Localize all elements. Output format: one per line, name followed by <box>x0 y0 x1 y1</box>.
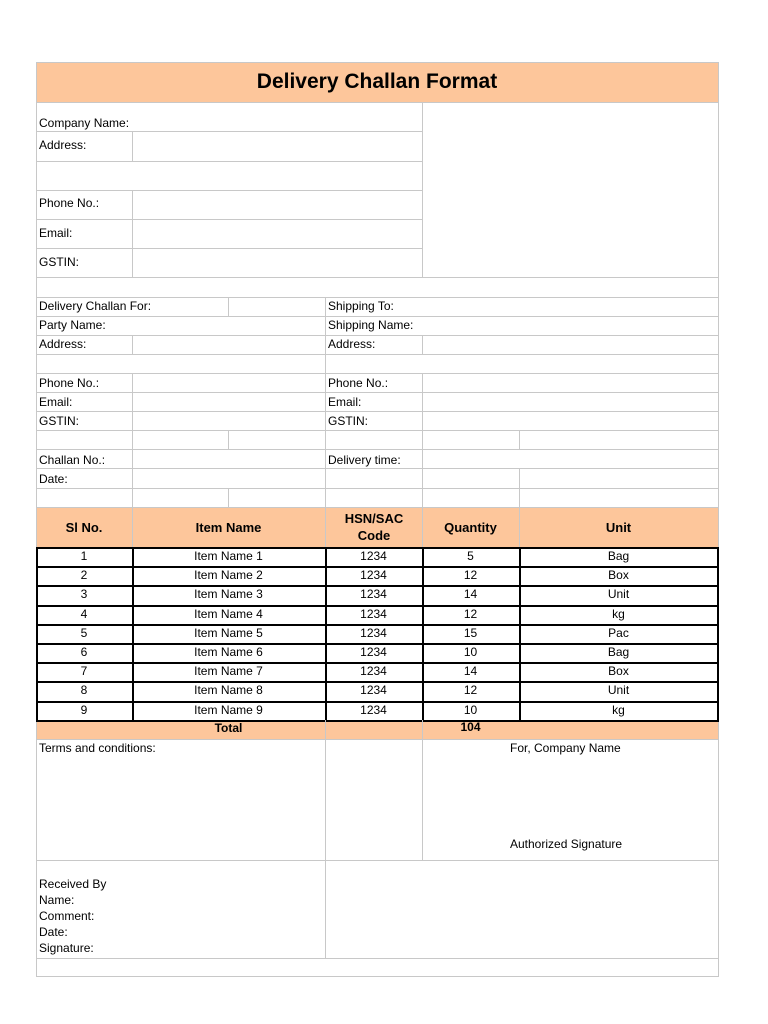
grid-line <box>422 739 423 860</box>
row-6-quantity: 10 <box>463 645 478 659</box>
row-9-unit: kg <box>612 702 625 717</box>
grid-line <box>36 488 719 489</box>
received-name-label: Name: <box>39 893 75 907</box>
grid-line <box>36 411 719 412</box>
row-9-sl-no: 9 <box>80 702 88 717</box>
row-1-quantity: 5 <box>467 549 474 563</box>
row-6-unit: Bag <box>607 645 630 659</box>
grid-line <box>36 277 719 278</box>
grid-line <box>36 102 719 103</box>
grid-line <box>132 430 133 449</box>
company-gstin-label: GSTIN: <box>39 255 80 269</box>
row-5-unit: Pac <box>608 625 629 640</box>
row-6-item-name: Item Name 6 <box>194 645 263 659</box>
header-unit: Unit <box>605 519 632 535</box>
grid-line <box>422 102 423 132</box>
row-8-hsn-code: 1234 <box>360 683 387 698</box>
row-1-sl-no: 1 <box>80 549 88 563</box>
grid-line <box>36 335 719 336</box>
grid-line <box>36 373 719 374</box>
company-name-label: Company Name: <box>39 116 130 130</box>
grid-line <box>36 62 719 63</box>
row-3-quantity: 14 <box>463 587 478 602</box>
row-2-unit: Box <box>608 568 629 583</box>
grid-line <box>36 860 719 861</box>
row-7-sl-no: 7 <box>80 664 88 679</box>
row-4-sl-no: 4 <box>80 606 88 621</box>
row-9-item-name: Item Name 9 <box>194 702 263 717</box>
row-8-sl-no: 8 <box>80 683 88 698</box>
row-1-hsn-code: 1234 <box>360 549 387 563</box>
grid-line <box>132 449 133 507</box>
delivery-time-label: Delivery time: <box>328 453 401 467</box>
grid-line <box>422 131 423 277</box>
grid-line <box>36 392 719 393</box>
shipping-to-label: Shipping To: <box>328 299 394 313</box>
received-signature-label: Signature: <box>39 941 94 955</box>
total-label: Total <box>214 721 243 735</box>
shipping-address-label: Address: <box>328 337 376 351</box>
row-3-hsn-code: 1234 <box>360 587 387 602</box>
party-name-label: Party Name: <box>39 318 106 332</box>
grid-line <box>228 297 229 316</box>
party-gstin-label: GSTIN: <box>39 414 80 428</box>
authorized-signature-label: Authorized Signature <box>510 837 623 851</box>
received-date-label: Date: <box>39 925 68 939</box>
grid-line <box>36 131 423 132</box>
row-5-item-name: Item Name 5 <box>194 625 263 640</box>
company-email-label: Email: <box>39 226 73 240</box>
challan-for-label: Delivery Challan For: <box>39 299 152 313</box>
row-2-hsn-code: 1234 <box>360 568 387 583</box>
row-2-quantity: 12 <box>463 568 478 583</box>
grid-line <box>36 976 719 977</box>
grid-line <box>325 720 326 739</box>
grid-line <box>228 430 229 449</box>
header-sl-no: Sl No. <box>65 519 103 535</box>
grid-line <box>36 449 719 450</box>
grid-line <box>36 161 423 162</box>
row-6-hsn-code: 1234 <box>360 645 387 659</box>
row-1-item-name: Item Name 1 <box>194 549 263 563</box>
grid-line <box>36 297 719 298</box>
party-address-label: Address: <box>39 337 87 351</box>
grid-line <box>36 958 719 959</box>
grid-line <box>422 335 423 354</box>
grid-line <box>422 373 423 507</box>
grid-line <box>36 739 719 740</box>
challan-no-label: Challan No.: <box>39 453 106 467</box>
grid-line <box>132 373 133 431</box>
row-8-unit: Unit <box>607 683 630 698</box>
shipping-email-label: Email: <box>328 395 362 409</box>
row-2-sl-no: 2 <box>80 568 88 583</box>
row-3-sl-no: 3 <box>80 587 88 602</box>
row-4-hsn-code: 1234 <box>360 606 387 621</box>
row-3-unit: Unit <box>607 587 630 602</box>
total-value: 104 <box>460 720 481 734</box>
row-7-unit: Box <box>608 664 629 679</box>
row-5-hsn-code: 1234 <box>360 625 387 640</box>
grid-line <box>718 62 719 977</box>
row-6-sl-no: 6 <box>80 645 88 659</box>
received-comment-label: Comment: <box>39 909 95 923</box>
challan-date-label: Date: <box>39 472 68 486</box>
row-5-quantity: 15 <box>463 625 478 640</box>
row-8-quantity: 12 <box>463 683 478 698</box>
header-item-name: Item Name <box>195 519 262 535</box>
grid-line <box>36 219 423 220</box>
grid-line <box>519 468 520 507</box>
grid-line <box>519 430 520 449</box>
row-9-hsn-code: 1234 <box>360 702 387 717</box>
row-8-item-name: Item Name 8 <box>194 683 263 698</box>
row-3-item-name: Item Name 3 <box>194 587 263 602</box>
party-email-label: Email: <box>39 395 73 409</box>
grid-line <box>228 488 229 507</box>
grid-line <box>325 297 326 507</box>
row-4-unit: kg <box>612 606 625 621</box>
grid-line <box>132 335 133 354</box>
row-7-item-name: Item Name 7 <box>194 664 263 679</box>
page-title: Delivery Challan Format <box>256 70 498 93</box>
row-2-item-name: Item Name 2 <box>194 568 263 583</box>
row-7-quantity: 14 <box>463 664 478 679</box>
received-by-label: Received By <box>39 877 107 891</box>
grid-line <box>132 190 133 277</box>
grid-line <box>36 248 423 249</box>
row-4-quantity: 12 <box>463 606 478 621</box>
shipping-name-label: Shipping Name: <box>328 318 414 332</box>
grid-line <box>36 430 719 431</box>
grid-line <box>36 190 423 191</box>
party-phone-label: Phone No.: <box>39 376 100 390</box>
company-phone-label: Phone No.: <box>39 196 100 210</box>
row-4-item-name: Item Name 4 <box>194 606 263 621</box>
row-9-quantity: 10 <box>463 702 478 717</box>
header-hsn-sac-code: HSN/SAC Code <box>344 511 404 543</box>
company-address-label: Address: <box>39 138 87 152</box>
grid-line <box>132 131 133 161</box>
grid-line <box>36 468 719 469</box>
header-quantity: Quantity <box>444 519 497 535</box>
for-company-name: For, Company Name <box>510 741 621 755</box>
terms-label: Terms and conditions: <box>39 741 156 755</box>
shipping-gstin-label: GSTIN: <box>328 414 369 428</box>
row-5-sl-no: 5 <box>80 625 88 640</box>
row-7-hsn-code: 1234 <box>360 664 387 679</box>
row-1-unit: Bag <box>607 549 630 563</box>
grid-line <box>36 316 719 317</box>
grid-line <box>325 507 326 547</box>
shipping-phone-label: Phone No.: <box>328 376 389 390</box>
grid-line <box>36 354 719 355</box>
grid-line <box>325 739 326 958</box>
